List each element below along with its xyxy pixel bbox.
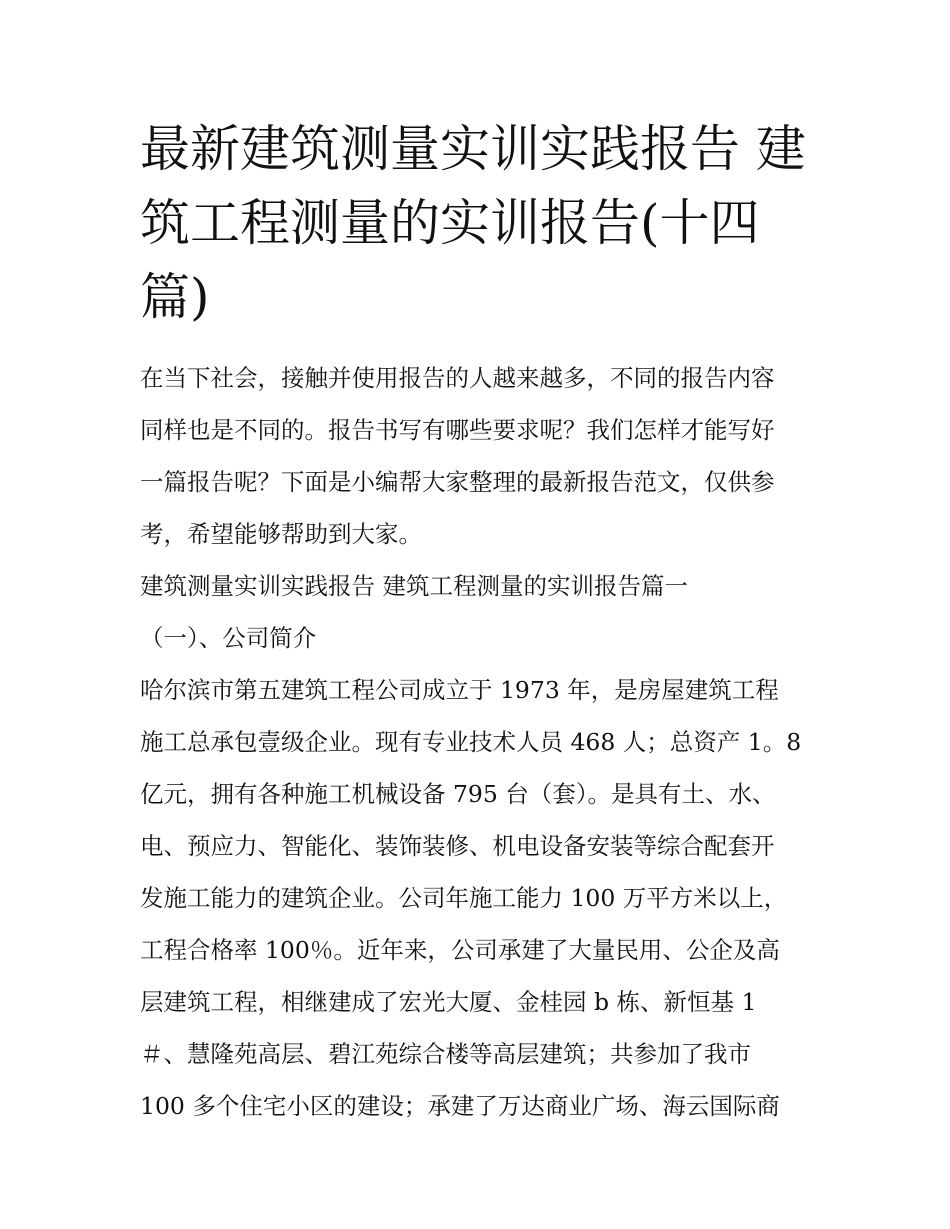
company-line: 100 多个住宅小区的建设；承建了万达商业广场、海云国际商 bbox=[140, 1092, 780, 1120]
document-body bbox=[140, 352, 820, 1132]
intro-line: 一篇报告呢？下面是小编帮大家整理的最新报告范文，仅供参 bbox=[140, 468, 775, 496]
section-heading bbox=[140, 560, 820, 612]
company-line: 电、预应力、智能化、装饰装修、机电设备安装等综合配套开 bbox=[140, 832, 775, 860]
company-paragraph bbox=[140, 664, 820, 1132]
company-line: 施工总承包壹级企业。现有专业技术人员 468 人；总资产 1。8 bbox=[140, 728, 802, 756]
section-heading-text: 建筑测量实训实践报告 建筑工程测量的实训报告篇一 bbox=[140, 572, 688, 600]
company-line: ＃、慧隆苑高层、碧江苑综合楼等高层建筑；共参加了我市 bbox=[140, 1040, 751, 1068]
company-line: 层建筑工程，相继建成了宏光大厦、金桂园 b 栋、新恒基 1 bbox=[140, 988, 757, 1016]
title-line: 筑工程测量的实训报告(十四 bbox=[140, 194, 760, 252]
document-title bbox=[140, 112, 820, 334]
intro-paragraph bbox=[140, 352, 820, 560]
title-line: 篇) bbox=[140, 268, 210, 326]
intro-line: 考，希望能够帮助到大家。 bbox=[140, 520, 422, 548]
intro-line: 同样也是不同的。报告书写有哪些要求呢？我们怎样才能写好 bbox=[140, 416, 775, 444]
company-line: 亿元，拥有各种施工机械设备 795 台（套）。是具有土、水、 bbox=[140, 780, 776, 808]
title-line: 最新建筑测量实训实践报告 建 bbox=[140, 120, 806, 178]
subsection-heading bbox=[140, 612, 820, 664]
company-line: 发施工能力的建筑企业。公司年施工能力 100 万平方米以上， bbox=[140, 884, 788, 912]
company-line: 工程合格率 100％。近年来，公司承建了大量民用、公企及高 bbox=[140, 936, 780, 964]
subsection-heading-text: （一）、公司简介 bbox=[140, 624, 317, 652]
company-line: 哈尔滨市第五建筑工程公司成立于 1973 年，是房屋建筑工程 bbox=[140, 676, 779, 704]
intro-line: 在当下社会，接触并使用报告的人越来越多，不同的报告内容 bbox=[140, 364, 775, 392]
